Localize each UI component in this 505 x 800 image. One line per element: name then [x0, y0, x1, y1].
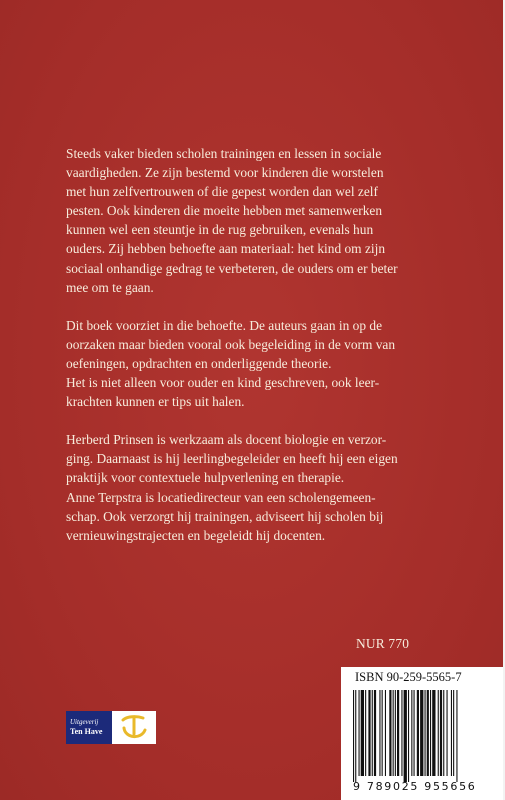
publisher-emblem-box: [112, 711, 156, 744]
barcode-bar: [401, 690, 402, 776]
barcode-bar: [385, 690, 386, 776]
barcode-bar: [404, 690, 407, 782]
barcode-bar: [389, 690, 391, 776]
text-line: pesten. Ook kinderen die moeite hebben met samenwerken: [66, 203, 383, 219]
text-line: Dit boek voorziet in die behoefte. De auteurs gaan in op de: [66, 317, 383, 333]
barcode-bar: [430, 690, 431, 776]
text-line: oorzaken maar bieden vooral ook begeleiding in de vorm van: [66, 336, 396, 352]
barcode-bar: [456, 690, 457, 782]
author-bio: [66, 430, 446, 545]
text-line: kunnen wel een steuntje in de rug gebruiken, evenals hun: [66, 222, 374, 238]
text-line: Steeds vaker bieden scholen trainingen en lessen in sociale: [66, 146, 382, 161]
text-line: mee om te gaan.: [66, 279, 154, 295]
barcode-bar: [425, 690, 426, 776]
text-line: ouders. Zij hebben behoefte aan materiaal: het kind om zijn: [66, 241, 386, 257]
text-line: vernieuwingstrajecten en begeleidt hij docenten.: [66, 527, 326, 543]
barcode-bar: [447, 690, 448, 776]
barcode-bar: [432, 690, 435, 776]
barcode-bar: [368, 690, 370, 776]
barcode-bar: [359, 690, 360, 776]
barcode-bar: [374, 690, 376, 776]
barcode-bar: [443, 690, 444, 776]
barcode-bar: [451, 690, 452, 776]
barcode-bar: [393, 690, 394, 776]
publisher-emblem-icon: [119, 714, 149, 742]
blurb-paragraph-1: [66, 144, 446, 297]
nur-code: NUR 770: [356, 636, 410, 651]
text-line: ging. Daarnaast is hij leerlingbegeleider en heeft hij een eigen: [66, 451, 398, 467]
text-line: Het is niet alleen voor ouder en kind geschreven, ook leer-: [66, 375, 380, 391]
text-line: vaardigheden. Ze zijn bestemd voor kinderen die worstelen: [66, 165, 384, 181]
barcode-bar: [411, 690, 412, 776]
barcode-bar: [355, 690, 356, 782]
barcode-bar: [372, 690, 373, 776]
text-line: Anne Terpstra is locatiedirecteur van een scholengemeen-: [66, 489, 376, 505]
publisher-logo: [66, 711, 156, 744]
barcode-bar: [414, 690, 415, 776]
text-line: krachten kunnen er tips uit halen.: [66, 394, 245, 410]
barcode-bar: [382, 690, 383, 776]
barcode-icon: [349, 690, 499, 782]
barcode-bar: [379, 690, 380, 776]
barcode-bar: [417, 690, 419, 776]
barcode-bar: [395, 690, 396, 776]
text-line: sociaal onhandige gedrag te verbeteren, de ouders om er beter: [66, 260, 398, 276]
barcode-bar: [397, 690, 399, 776]
barcode-bar: [427, 690, 429, 776]
barcode-bar: [420, 690, 423, 776]
publisher-label-box: [66, 711, 112, 744]
barcode-bar: [453, 690, 454, 776]
text-line: praktijk voor contextuele hulpverlening en therapie.: [66, 470, 345, 486]
barcode-bar: [361, 690, 364, 776]
barcode-panel: [341, 667, 503, 800]
text-line: schap. Ook verzorgt hij trainingen, adviseert hij scholen bij: [66, 508, 384, 524]
ean-number: 9 789025 955656: [353, 780, 477, 793]
publisher-name: Ten Have: [70, 727, 103, 736]
text-line: oefeningen, opdrachten en onderliggende theorie.: [66, 355, 332, 371]
blurb-paragraph-2: [66, 316, 446, 411]
barcode-bar: [408, 690, 409, 782]
text-line: Herberd Prinsen is werkzaam als docent biologie en verzor-: [66, 432, 387, 448]
barcode-bar: [365, 690, 366, 776]
isbn-text: ISBN 90-259-5565-7: [355, 670, 462, 684]
barcode-bar: [353, 690, 354, 782]
publisher-small-text: Uitgeverij: [70, 718, 99, 726]
barcode-bar: [440, 690, 442, 776]
blurb-text: [66, 144, 446, 564]
text-line: met hun zelfvertrouwen of die gepest worden dan wel zelf: [66, 184, 378, 200]
barcode-bar: [438, 690, 439, 776]
